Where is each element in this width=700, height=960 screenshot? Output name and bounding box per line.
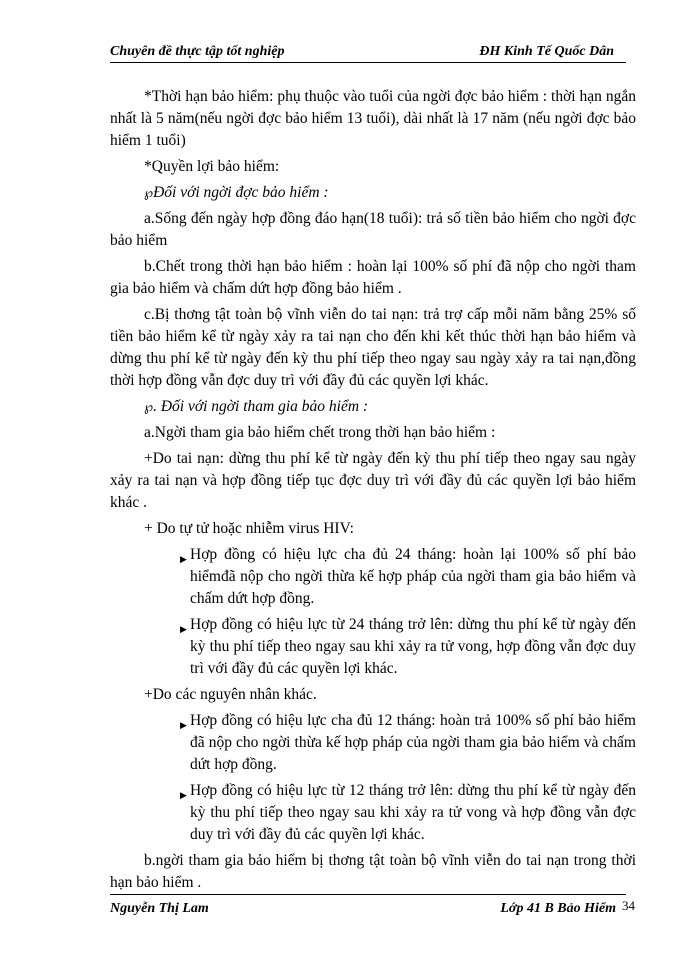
bullet-paragraph xyxy=(110,710,636,776)
bullet-paragraph xyxy=(110,780,636,846)
section-mark-icon: ℘ xyxy=(144,399,154,414)
paragraph-text: +Do tai nạn: dừng thu phí kể từ ngày đến kỳ thu phí tiếp theo ngay sau ngày xảy ra tai nạn và hợp đồng tiếp tục đợc duy trì với đầy đủ các quyền lợi bảo hiểm khác . xyxy=(110,450,636,511)
paragraph xyxy=(110,256,636,300)
section-subheading xyxy=(110,396,636,418)
paragraph xyxy=(110,850,636,894)
section-mark-icon: ℘ xyxy=(144,185,154,200)
triangle-bullet-icon: ▶ xyxy=(180,554,187,564)
paragraph xyxy=(110,304,636,392)
paragraph-text: Đối với ngời đợc bảo hiểm : xyxy=(153,184,329,201)
section-subheading xyxy=(110,182,636,204)
paragraph xyxy=(110,208,636,252)
bullet-paragraph xyxy=(110,544,636,610)
paragraph-text: b.Chết trong thời hạn bảo hiểm : hoàn lại 100% số phí đã nộp cho ngời tham gia bảo hiểm và chấm dứt hợp đồng bảo hiểm . xyxy=(110,258,636,297)
footer-author: Nguyễn Thị Lam xyxy=(110,901,209,916)
paragraph-text: *Thời hạn bảo hiểm: phụ thuộc vào tuổi của ngời đợc bảo hiểm : thời hạn ngắn nhất là 5 năm(nếu ngời đợc bảo hiểm 13 tuổi), dài nhất là 17 năm (nếu ngời đợc bảo hiểm 1 tuổi) xyxy=(110,88,636,149)
triangle-bullet-icon: ▶ xyxy=(180,720,187,730)
document-body xyxy=(110,86,636,898)
page-footer xyxy=(110,894,626,916)
paragraph-text: Hợp đồng có hiệu lực từ 24 tháng trở lên: dừng thu phí kể từ ngày đến kỳ thu phí tiếp theo ngay sau khi xảy ra tử vong, hợp đồng vẫn đợc duy trì với đầy đủ các quyền lợi khác. xyxy=(190,616,636,677)
paragraph-text: b.ngời tham gia bảo hiểm bị thơng tật toàn bộ vĩnh viễn do tai nạn trong thời hạn bảo hiểm . xyxy=(110,852,636,891)
bullet-paragraph xyxy=(110,614,636,680)
footer-class: Lớp 41 B Bảo Hiểm xyxy=(500,901,616,916)
paragraph-text: +Do các nguyên nhân khác. xyxy=(144,686,317,703)
paragraph xyxy=(110,448,636,514)
page-header xyxy=(110,40,626,63)
paragraph-text: + Do tự tử hoặc nhiễm virus HIV: xyxy=(144,520,354,537)
paragraph xyxy=(110,518,636,540)
header-course-title: Chuyên đề thực tập tốt nghiệp xyxy=(110,44,285,59)
paragraph xyxy=(110,684,636,706)
paragraph-text: Hợp đồng có hiệu lực cha đủ 24 tháng: hoàn lại 100% số phí bảo hiểmđã nộp cho ngời thừa kế hợp pháp của ngời tham gia bảo hiểm và chấm dứt hợp đồng. xyxy=(190,546,636,607)
paragraph-text: *Quyền lợi bảo hiểm: xyxy=(144,158,280,175)
paragraph-text: a.Sống đến ngày hợp đồng đáo hạn(18 tuổi): trả số tiền bảo hiểm cho ngời đợc bảo hiểm xyxy=(110,210,636,249)
header-university: ĐH Kinh Tế Quốc Dân xyxy=(479,44,614,59)
paragraph-text: Hợp đồng có hiệu lực cha đủ 12 tháng: hoàn trả 100% số phí bảo hiểm đã nộp cho ngời thừa kế hợp pháp của ngời tham gia bảo hiểm và chấm dứt hợp đồng. xyxy=(190,712,636,773)
paragraph xyxy=(110,86,636,152)
paragraph xyxy=(110,422,636,444)
triangle-bullet-icon: ▶ xyxy=(180,790,187,800)
paragraph-text: c.Bị thơng tật toàn bộ vĩnh viễn do tai nạn: trả trợ cấp mỗi năm bằng 25% số tiền bảo hiểm kể từ ngày xảy ra tai nạn cho đến khi kết thúc thời hạn bảo hiểm và dừng thu phí kể từ ngày đến kỳ thu phí tiếp theo ngay sau ngày xảy ra tai nạn,đồng thời hợp đồng vẫn đợc duy trì với đầy đủ các quyền lợi khác. xyxy=(110,306,636,389)
paragraph-text: a.Ngời tham gia bảo hiểm chết trong thời hạn bảo hiểm : xyxy=(144,424,496,441)
paragraph-text: . Đối với ngời tham gia bảo hiểm : xyxy=(153,398,369,415)
page-number: 34 xyxy=(622,898,635,913)
paragraph xyxy=(110,156,636,178)
triangle-bullet-icon: ▶ xyxy=(180,624,187,634)
paragraph-text: Hợp đồng có hiệu lực từ 12 tháng trở lên: dừng thu phí kể từ ngày đến kỳ thu phí tiếp theo ngay sau khi xảy ra tử vong và hợp đồng vẫn đợc duy trì với đầy đủ các quyền lợi khác. xyxy=(190,782,636,843)
